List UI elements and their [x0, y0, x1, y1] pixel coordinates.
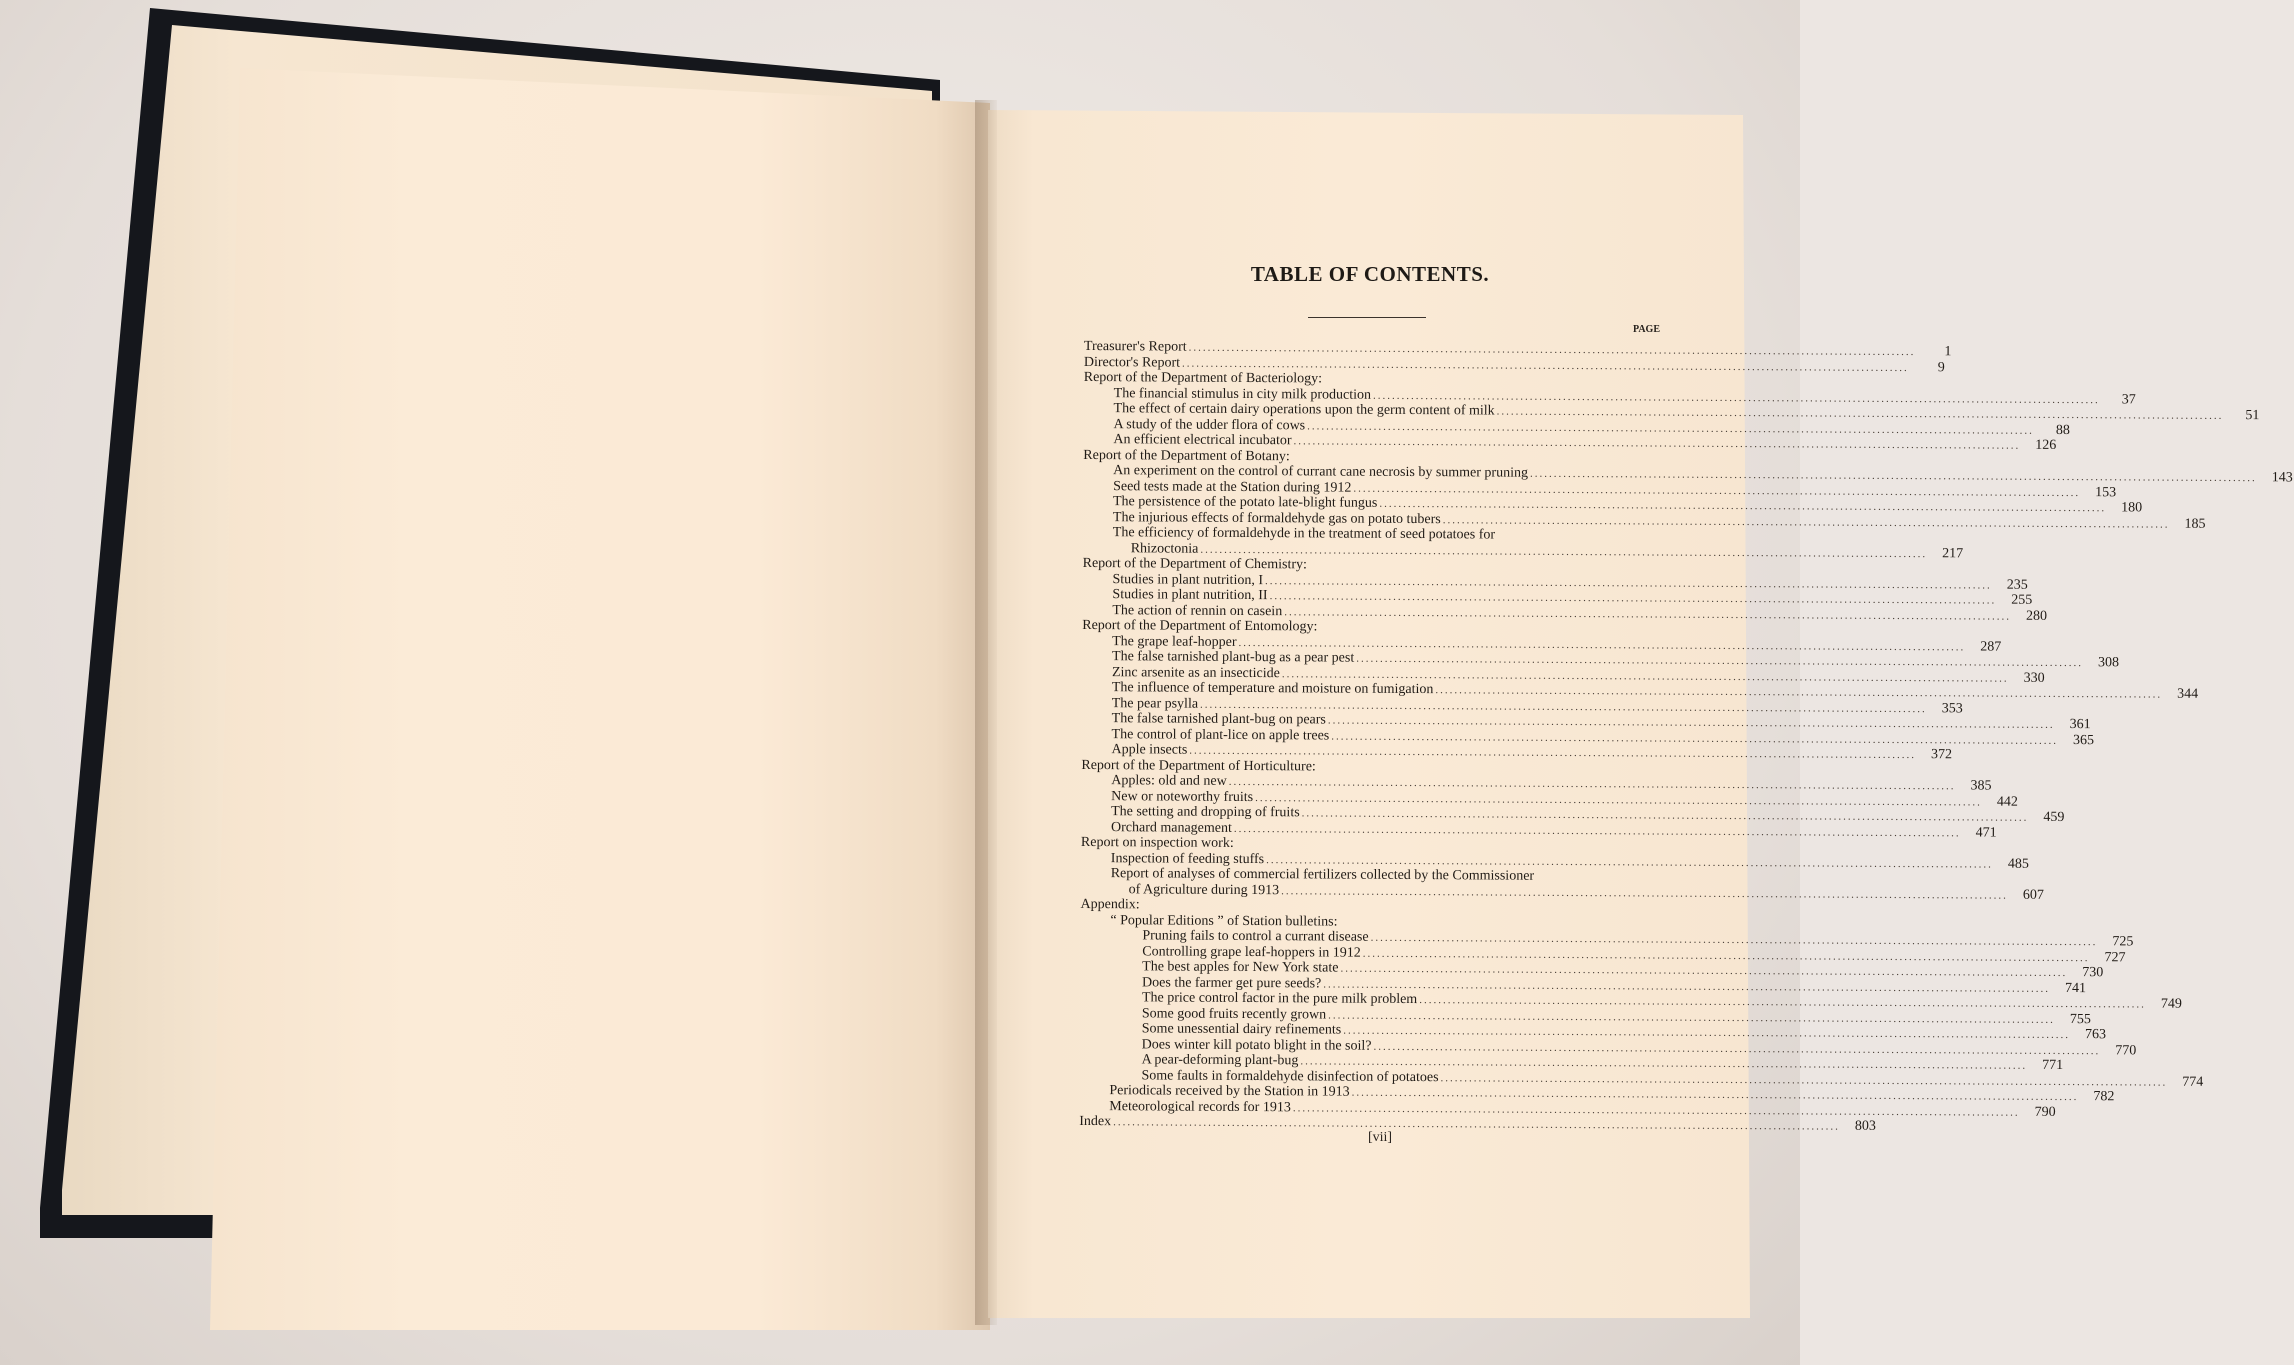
dot-leader	[1317, 630, 1634, 632]
toc-entry-page: 385	[1970, 778, 1992, 794]
toc-entry-title: Studies in plant nutrition, II	[1112, 587, 1268, 604]
toc-entry-title: An experiment on the control of currant cane necrosis by summer pruning	[1113, 463, 1529, 481]
toc-entry-title: Rhizoctonia	[1130, 540, 1199, 557]
toc-entry-page: 143	[2271, 470, 2293, 486]
toc-entry-page: 771	[2042, 1057, 2064, 1073]
dot-leader	[1234, 847, 1633, 849]
toc-entry-page: 280	[2025, 608, 2048, 624]
toc-entry-title: A study of the udder flora of cows	[1113, 416, 1306, 433]
toc-entry-page: 607	[2022, 887, 2044, 903]
toc-entry-title: Controlling grape leaf-hoppers in 1912	[1142, 943, 1361, 961]
dot-leader	[1316, 770, 1634, 772]
toc-entry-page: 255	[2011, 592, 2033, 608]
toc-entry-title: The price control factor in the pure milk problem	[1141, 990, 1418, 1008]
toc-entry-title: Does winter kill potato blight in the soil?	[1141, 1036, 1372, 1054]
toc-entry-title: The influence of temperature and moisture on fumigation	[1111, 680, 1434, 698]
toc-entry-page: 344	[2177, 686, 2199, 702]
toc-entry-title: Pruning fails to control a currant disease	[1142, 928, 1369, 945]
toc-entry-page: 126	[2035, 437, 2057, 453]
toc-entry-title: Index	[1079, 1113, 1112, 1130]
toc-entry-title: The effect of certain dairy operations upon the germ content of milk	[1113, 401, 1495, 419]
toc-entry-page: 180	[2121, 500, 2143, 516]
toc-entry-title: The financial stimulus in city milk production	[1113, 385, 1372, 403]
book-gutter	[975, 100, 997, 1325]
toc-entry-title: A pear-deforming plant-bug	[1141, 1052, 1299, 1069]
toc-entry-title: “ Popular Editions ” of Station bulletins:	[1110, 912, 1338, 930]
table-of-contents	[1079, 339, 2293, 1134]
toc-entry-page: 782	[2093, 1089, 2115, 1105]
toc-entry-title: Report of the Department of Horticulture:	[1081, 757, 1316, 774]
dot-leader	[1534, 880, 1633, 881]
toc-entry-page: 442	[1996, 794, 2018, 810]
toc-entry-title: Orchard management	[1110, 819, 1232, 836]
toc-entry-page: 51	[2245, 408, 2260, 424]
toc-entry-page: 741	[2064, 980, 2087, 996]
toc-entry-title: Inspection of feeding stuffs	[1110, 850, 1265, 867]
toc-entry-title: Report on inspection work:	[1080, 834, 1234, 851]
toc-entry-page: 308	[2097, 655, 2120, 671]
toc-entry-title: Director's Report	[1083, 354, 1181, 371]
toc-entry-page: 9	[1937, 359, 1945, 375]
toc-entry-title: The efficiency of formaldehyde in the treatment of seed potatoes for	[1112, 525, 1496, 543]
toc-entry-title: Some faults in formaldehyde disinfection of potatoes	[1141, 1067, 1439, 1085]
toc-entry-page: 217	[1942, 545, 1964, 561]
toc-entry-title: The grape leaf-hopper	[1112, 633, 1237, 650]
page-number: [vii]	[1367, 1130, 1393, 1145]
toc-entry-title: Meteorological records for 1913	[1109, 1098, 1291, 1115]
page-column-heading: PAGE	[1632, 324, 1660, 335]
toc-entry-title: The persistence of the potato late-blight fungus	[1112, 494, 1378, 511]
toc-entry-title: Some unessential dairy refinements	[1141, 1021, 1342, 1038]
dot-leader	[1307, 568, 1635, 570]
toc-entry-title: The false tarnished plant-bug as a pear pest	[1112, 649, 1355, 666]
toc-entry-page: 730	[2082, 965, 2104, 981]
toc-entry-title: Zinc arsenite as an insecticide	[1111, 664, 1280, 681]
toc-entry-title: Appendix:	[1080, 896, 1140, 913]
toc-entry-title: Seed tests made at the Station during 1912	[1113, 478, 1352, 496]
toc-entry-page: 88	[2055, 422, 2070, 438]
toc-entry-page: 235	[2006, 577, 2028, 593]
toc-entry-title: Periodicals received by the Station in 1913	[1109, 1083, 1350, 1100]
toc-entry-title: Report of the Department of Botany:	[1083, 447, 1290, 464]
toc-entry-page: 459	[2043, 809, 2065, 825]
page-title: TABLE OF CONTENTS.	[1250, 262, 1490, 286]
toc-entry-page: 770	[2115, 1042, 2137, 1058]
toc-entry-title: Studies in plant nutrition, I	[1112, 571, 1264, 588]
toc-entry-title: Report of analyses of commercial fertilizers collected by the Commissioner	[1110, 866, 1535, 884]
toc-entry-title: Report of the Department of Chemistry:	[1082, 555, 1308, 573]
toc-entry-title: Report of the Department of Entomology:	[1082, 617, 1318, 635]
toc-entry-title: Does the farmer get pure seeds?	[1142, 974, 1322, 991]
toc-entry-page: 763	[2084, 1027, 2107, 1043]
toc-entry-page: 485	[2007, 856, 2029, 872]
toc-entry-title: Report of the Department of Bacteriology:	[1083, 369, 1323, 387]
toc-entry-page: 353	[1941, 700, 1963, 716]
dot-leader	[1338, 925, 1633, 927]
toc-entry-page: 287	[1980, 638, 2002, 655]
toc-entry-page: 803	[1854, 1118, 1876, 1134]
toc-entry-title: Apples: old and new	[1111, 773, 1227, 789]
toc-entry-page: 372	[1931, 747, 1953, 763]
toc-entry-page: 185	[2184, 516, 2206, 532]
toc-entry-page: 725	[2112, 934, 2134, 950]
toc-entry-title: The pear psylla	[1111, 695, 1199, 712]
toc-entry-page: 471	[1975, 824, 1997, 841]
title-divider	[1308, 317, 1426, 318]
left-blank-page	[210, 68, 990, 1330]
toc-entry-page: 330	[2023, 670, 2045, 686]
toc-entry-title: Apple insects	[1111, 742, 1188, 758]
toc-entry-page: 361	[2069, 717, 2091, 733]
toc-entry-title: The action of rennin on casein	[1112, 602, 1283, 619]
dot-leader	[1322, 382, 1636, 384]
dot-leader	[1495, 539, 1635, 540]
toc-entry-page: 153	[2095, 484, 2117, 500]
toc-entry-page: 365	[2072, 732, 2095, 748]
toc-entry-page: 37	[2121, 391, 2136, 407]
toc-entry-title: Some good fruits recently grown	[1141, 1005, 1327, 1022]
toc-entry-title: The control of plant-lice on apple trees	[1111, 726, 1330, 744]
dot-leader	[1140, 908, 1633, 911]
toc-entry-title: Treasurer's Report	[1083, 339, 1187, 355]
toc-entry-title: The false tarnished plant-bug on pears	[1111, 711, 1326, 728]
toc-entry-title: of Agriculture during 1913	[1128, 881, 1280, 898]
toc-entry-title: The setting and dropping of fruits	[1111, 804, 1300, 821]
toc-entry-page: 1	[1944, 344, 1952, 360]
toc-entry-title: An efficient electrical incubator	[1113, 432, 1292, 449]
toc-entry-page: 749	[2160, 996, 2183, 1012]
toc-entry-title: New or noteworthy fruits	[1111, 788, 1254, 805]
toc-entry-page: 727	[2104, 949, 2126, 965]
toc-entry-page: 790	[2034, 1104, 2056, 1120]
toc-entry-page: 774	[2182, 1074, 2204, 1090]
toc-entry-title: The injurious effects of formaldehyde gas on potato tubers	[1112, 509, 1441, 527]
dot-leader	[1290, 460, 1636, 462]
toc-entry-title: The best apples for New York state	[1142, 959, 1339, 976]
toc-entry-page: 755	[2069, 1011, 2091, 1027]
